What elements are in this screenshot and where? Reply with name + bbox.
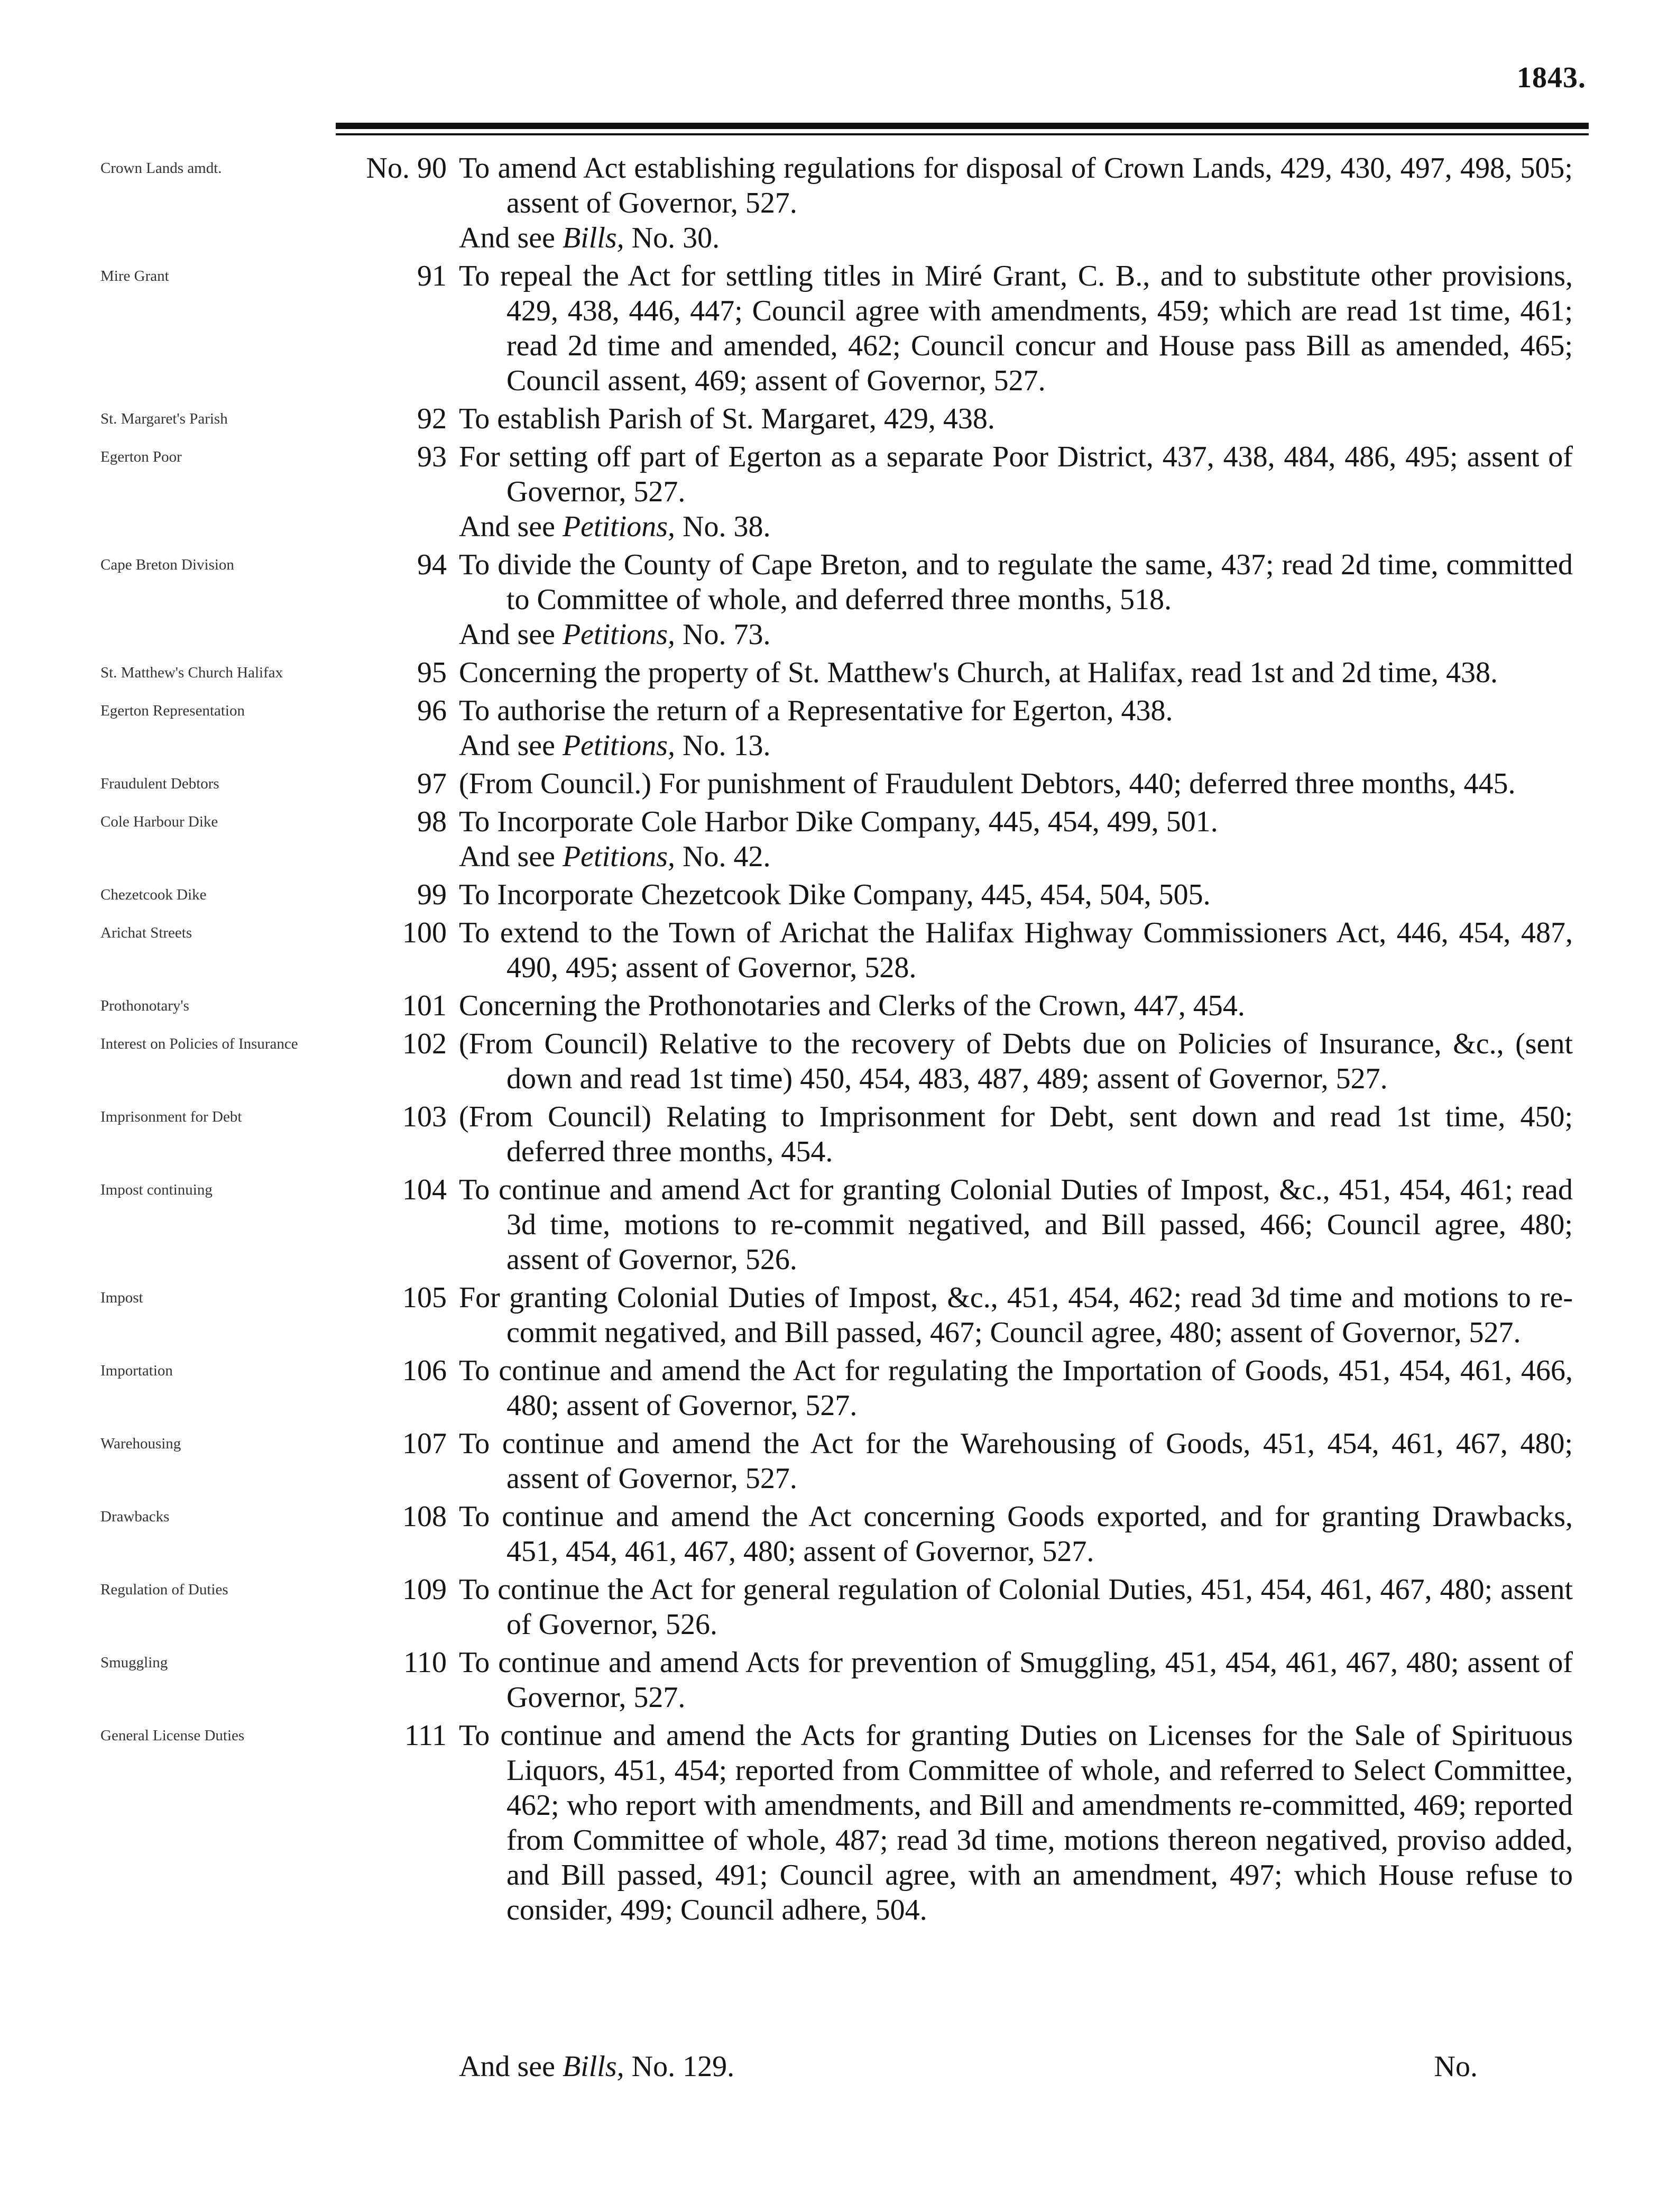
margin-note: Chezetcook Dike [100,886,207,903]
entry-row [0,915,1668,985]
entry-row [0,877,1668,912]
margin-note: Importation [100,1362,173,1379]
see-prefix: And see [459,618,555,651]
see-ref: Petitions, [562,840,676,873]
entry-row [0,1353,1668,1423]
entry-text: To continue and amend Acts for prevention of Smuggling, 451, 454, 461, 467, 480; assent of Governor, 527. [459,1646,1573,1714]
entry-row [0,151,1668,255]
entry-number: 109 [402,1573,447,1606]
entry-row [0,1280,1668,1350]
page-year: 1843. [1517,61,1586,94]
margin-note: Regulation of Duties [100,1581,228,1598]
entry-row [0,439,1668,544]
entry-text: To continue and amend the Acts for granting Duties on Licenses for the Sale of Spirituous Liquors, 451, 454; reported from Committee of whole, and referred to Select Committee, 462; who report with amendments, and Bill and amendments re-committed, 469; reported from Committee of whole, 487; read 3d time, motions thereon negatived, proviso added, and Bill passed, 491; Council agree, with an amendment, 497; which House refuse to consider, 499; Council adhere, 504. [459,1719,1573,1926]
entry-number: 93 [417,440,447,473]
see-reference [459,509,1668,544]
see-ref: Petitions, [562,510,676,543]
margin-note: Crown Lands amdt. [100,160,222,177]
see-suffix: No. 38. [683,510,771,543]
entry-text: To continue and amend Act for granting Colonial Duties of Impost, &c., 451, 454, 461; read 3d time, motions to re-commit negatived, and Bill passed, 466; Council agree, 480; assent of Governor, 526. [459,1173,1573,1276]
margin-note: General License Duties [100,1727,245,1744]
entry-row [0,1026,1668,1096]
margin-note: Impost continuing [100,1181,213,1198]
entry-number: 103 [402,1100,447,1133]
entry-row [0,547,1668,652]
see-reference [459,839,1668,874]
entry-number: 100 [402,916,447,949]
entry-row [0,1172,1668,1277]
entry-text: To Incorporate Cole Harbor Dike Company, 445, 454, 499, 501. [459,805,1218,838]
entry-row [0,1426,1668,1496]
entry-number: No. 90 [366,152,447,185]
margin-note: Prothonotary's [100,997,189,1014]
entry-text: To amend Act establishing regulations for disposal of Crown Lands, 429, 430, 497, 498, 505; assent of Governor, 527. [459,152,1573,219]
margin-note: Interest on Policies of Insurance [100,1035,298,1052]
entry-number: 101 [402,989,447,1022]
see-prefix: And see [459,222,555,254]
margin-note: Fraudulent Debtors [100,775,219,792]
entry-row [0,1099,1668,1169]
entry-number: 98 [417,805,447,838]
footer-see-ref: Bills, [562,2050,624,2083]
see-prefix: And see [459,840,555,873]
margin-note: St. Matthew's Church Halifax [100,664,283,681]
entry-number: 110 [403,1646,447,1679]
entry-text: To extend to the Town of Arichat the Halifax Highway Commissioners Act, 446, 454, 487, 490, 495; assent of Governor, 528. [459,916,1573,984]
entry-row [0,401,1668,436]
footer-see-reference [459,2050,734,2083]
entry-text: To divide the County of Cape Breton, and to regulate the same, 437; read 2d time, committed to Committee of whole, and deferred three months, 518. [459,548,1573,616]
entry-number: 105 [402,1281,447,1314]
entry-row [0,1718,1668,1928]
entry-text: Concerning the Prothonotaries and Clerks of the Crown, 447, 454. [459,989,1245,1022]
entry-list [0,151,1668,1931]
entry-row [0,259,1668,398]
see-reference [459,728,1668,763]
entry-text: For setting off part of Egerton as a separate Poor District, 437, 438, 484, 486, 495; assent of Governor, 527. [459,440,1573,508]
entry-text: To continue and amend the Act for regulating the Importation of Goods, 451, 454, 461, 466, 480; assent of Governor, 527. [459,1354,1573,1422]
see-suffix: No. 13. [683,729,771,762]
entry-number: 104 [402,1173,447,1206]
margin-note: Imprisonment for Debt [100,1108,242,1125]
entry-text: To continue and amend the Act concerning Goods exported, and for granting Drawbacks, 451, 454, 461, 467, 480; assent of Governor, 527. [459,1500,1573,1568]
margin-note: Impost [100,1289,143,1306]
margin-note: Arichat Streets [100,924,192,941]
see-ref: Bills, [562,222,624,254]
see-prefix: And see [459,510,555,543]
entry-number: 97 [417,767,447,800]
entry-text: To establish Parish of St. Margaret, 429, 438. [459,402,995,435]
entry-row [0,1645,1668,1715]
entry-text: To authorise the return of a Representative for Egerton, 438. [459,694,1173,727]
entry-text: (From Council) Relating to Imprisonment for Debt, sent down and read 1st time, 450; deferred three months, 454. [459,1100,1573,1168]
entry-text: To repeal the Act for settling titles in Miré Grant, C. B., and to substitute other provisions, 429, 438, 446, 447; Council agree with amendments, 459; which are read 1st time, 461; read 2d time and amended, 462; Council concur and House pass Bill as amended, 465; Council assent, 469; assent of Governor, 527. [459,260,1573,397]
entry-row [0,1499,1668,1569]
see-ref: Petitions, [562,618,676,651]
entry-number: 102 [402,1027,447,1060]
entry-text: Concerning the property of St. Matthew's Church, at Halifax, read 1st and 2d time, 438. [459,656,1498,689]
margin-note: Smuggling [100,1654,168,1671]
margin-note: Egerton Poor [100,448,182,465]
entry-number: 96 [417,694,447,727]
footer-see-suffix: No. 129. [631,2050,735,2083]
see-prefix: And see [459,729,555,762]
see-ref: Petitions, [562,729,676,762]
margin-note: St. Margaret's Parish [100,410,228,427]
see-suffix: No. 42. [683,840,771,873]
entry-row [0,766,1668,801]
entry-number: 108 [402,1500,447,1533]
entry-text: To Incorporate Chezetcook Dike Company, 445, 454, 504, 505. [459,878,1211,911]
see-suffix: No. 30. [631,222,720,254]
margin-note: Egerton Representation [100,702,245,719]
margin-note: Drawbacks [100,1508,170,1525]
entry-text: (From Council) Relative to the recovery of Debts due on Policies of Insurance, &c., (sent down and read 1st time) 450, 454, 483, 487, 489; assent of Governor, 527. [459,1027,1573,1095]
entry-number: 91 [417,260,447,292]
entry-number: 107 [402,1427,447,1460]
entry-number: 99 [417,878,447,911]
entry-text: For granting Colonial Duties of Impost, &c., 451, 454, 462; read 3d time and motions to re-commit negatived, and Bill passed, 467; Council agree, 480; assent of Governor, 527. [459,1281,1573,1349]
entry-text: To continue and amend the Act for the Warehousing of Goods, 451, 454, 461, 467, 480; assent of Governor, 527. [459,1427,1573,1495]
footer-see-prefix: And see [459,2050,555,2083]
entry-text: (From Council.) For punishment of Fraudulent Debtors, 440; deferred three months, 445. [459,767,1516,800]
entry-number: 106 [402,1354,447,1387]
footer-row [459,2049,1573,2084]
entry-number: 92 [417,402,447,435]
see-reference [459,221,1668,255]
see-suffix: No. 73. [683,618,771,651]
margin-note: Cape Breton Division [100,556,234,573]
see-reference [459,617,1668,652]
entry-row [0,655,1668,690]
catchword: No. [1434,2050,1478,2083]
entry-row [0,988,1668,1023]
margin-note: Mire Grant [100,268,169,284]
header-rule [336,123,1589,135]
entry-text: To continue the Act for general regulation of Colonial Duties, 451, 454, 461, 467, 480; assent of Governor, 526. [459,1573,1573,1641]
entry-number: 95 [417,656,447,689]
margin-note: Cole Harbour Dike [100,813,218,830]
entry-number: 94 [417,548,447,581]
entry-row [0,804,1668,874]
entry-row [0,1572,1668,1642]
margin-note: Warehousing [100,1435,181,1452]
entry-row [0,693,1668,763]
entry-number: 111 [404,1719,447,1752]
